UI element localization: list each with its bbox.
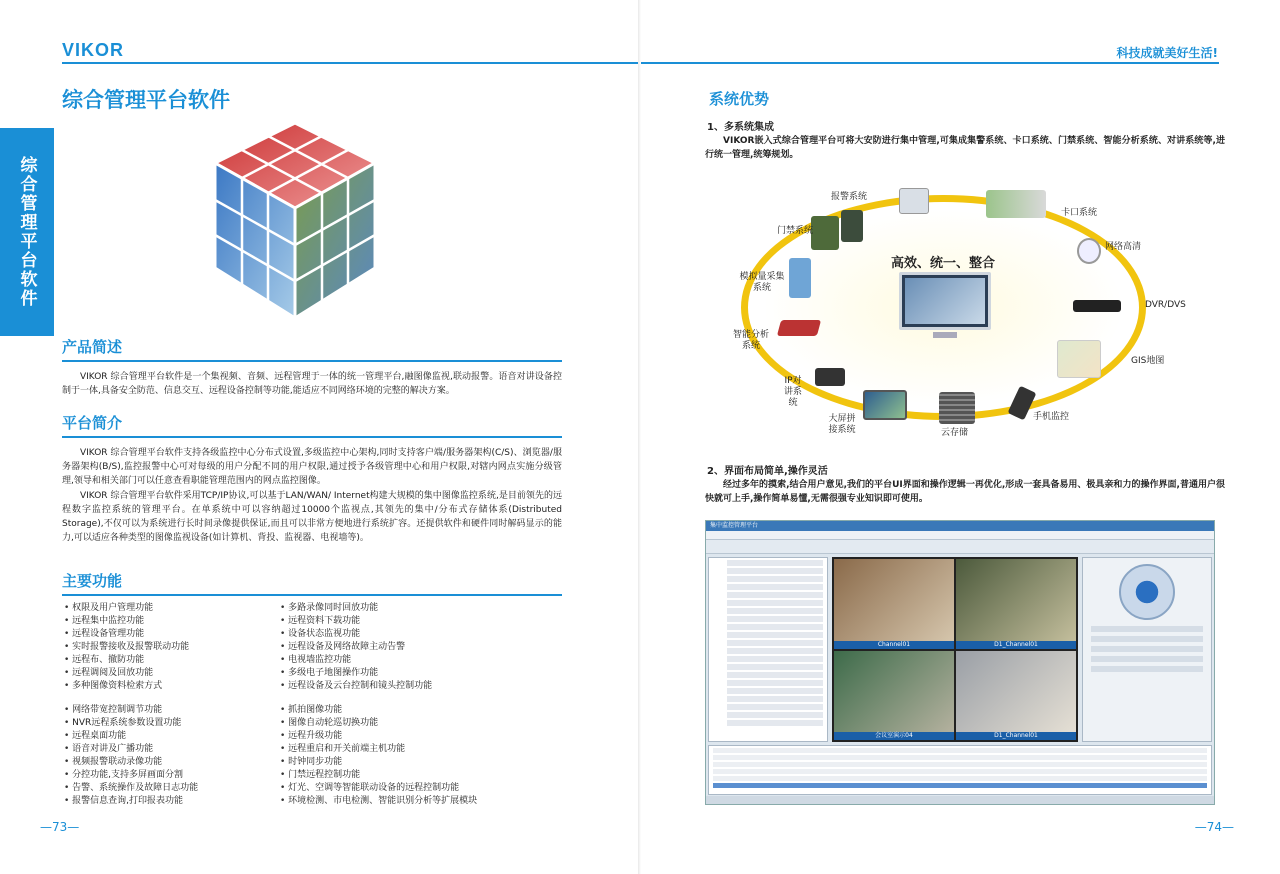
feature-item: • 远程桌面功能 (64, 730, 274, 743)
features-list-2a (280, 602, 570, 693)
overview-paragraph: VIKOR 综合管理平台软件是一个集视频、音频、远程管理于一体的统一管理平台,融图像监视,联动报警。语音对讲设备控制于一体,具备安全防范、信息交互、远程设备控制等功能,能适应不同网络环境的完整的解决方案。 (62, 372, 562, 396)
feature-item: • 告警、系统操作及故障日志功能 (64, 782, 274, 795)
brand-logo: VIKOR (62, 40, 125, 60)
feature-item: • 图像自动轮巡切换功能 (280, 717, 570, 730)
camera-view (956, 651, 1076, 741)
sub2-text: 经过多年的摸索,结合用户意见,我们的平台UI界面和操作逻辑一再优化,形成一套具备易用、极具亲和力的操作界面,普通用户很快就可上手,操作简单易懂,无需很强专业知识即可使用。 (705, 480, 1225, 504)
feature-item: • 报警信息查询,打印报表功能 (64, 795, 274, 808)
software-screenshot (705, 520, 1215, 805)
feature-item: • 视频报警联动录像功能 (64, 756, 274, 769)
window-menubar (706, 531, 1214, 540)
camera-view (834, 559, 954, 649)
camera-label: Channel01 (834, 641, 954, 649)
intro-text (62, 446, 562, 546)
sub1-text: VIKOR嵌入式综合管理平台可将大安防进行集中管理,可集成集警系统、卡口系统、门禁系统、智能分析系统、对讲系统等,进行统一管理,统筹规划。 (705, 136, 1225, 160)
feature-item: • 多种图像资料检索方式 (64, 680, 274, 693)
feature-item: • 灯光、空调等智能联动设备的远程控制功能 (280, 782, 570, 795)
section-intro-heading: 平台简介 (62, 412, 562, 438)
camera-view (956, 559, 1076, 649)
feature-item: • 时钟同步功能 (280, 756, 570, 769)
feature-item: • 远程资料下载功能 (280, 615, 570, 628)
feature-item: • 远程升级功能 (280, 730, 570, 743)
access-control-icon (811, 216, 839, 250)
gis-map-icon (1057, 340, 1101, 378)
node-label: 大屏拼接系统 (828, 414, 856, 435)
feature-item: • 远程集中监控功能 (64, 615, 274, 628)
alarm-box-icon (899, 188, 929, 214)
window-toolbar (706, 540, 1214, 554)
feature-item: • 远程设备及网络故障主动告警 (280, 641, 570, 654)
features-list-1a (64, 602, 274, 693)
checkpoint-road-icon (986, 190, 1046, 218)
node-label: 模拟量采集系统 (739, 272, 785, 293)
section-features-heading: 主要功能 (62, 570, 562, 596)
slogan: 科技成就美好生活! (1116, 46, 1218, 60)
ptz-control-icon (1119, 564, 1175, 620)
feature-item: • 电视墙监控功能 (280, 654, 570, 667)
node-label: DVR/DVS (1145, 300, 1186, 310)
feature-item: • 抓拍图像功能 (280, 704, 570, 717)
feature-item: • 远程设备管理功能 (64, 628, 274, 641)
feature-item: • 远程设备及云台控制和镜头控制功能 (280, 680, 570, 693)
storage-icon (939, 392, 975, 424)
section-advantages-heading: 系统优势 (709, 90, 770, 108)
intro-paragraph-1: VIKOR 综合管理平台软件支持各级监控中心分布式设置,多级监控中心架构,同时支持客户端/服务器架构(C/S)、浏览器/服务器架构(B/S),监控报警中心可对每级的用户分配不同的用户权限,通过授予各级管理中心和用户权限,对辖内网点实施分级管理,领导和相关部门可以任意查看职能管理范围内的网点监控图像。 (62, 448, 562, 486)
monitor-stand-icon (933, 332, 957, 338)
sub1-title: 1、多系统集成 (707, 122, 774, 133)
device-tree (708, 557, 828, 742)
camera-label: D1_Channel01 (956, 732, 1076, 740)
dvr-icon (1073, 300, 1121, 312)
feature-item: • 分控功能,支持多屏画面分割 (64, 769, 274, 782)
right-page (641, 0, 1280, 874)
camera-label: 会议室演示04 (834, 732, 954, 740)
feature-item: • 多路录像同时回放功能 (280, 602, 570, 615)
header-rule (641, 62, 1219, 64)
intercom-icon (815, 368, 845, 386)
intro-paragraph-2: VIKOR 综合管理平台软件采用TCP/IP协议,可以基于LAN/WAN/ Internet构建大规模的集中图像监控系统,是目前领先的远程数字监控系统的管理平台。在单系统中可以容纳超过10000个监视点,其领先的集中/分布式存储体系(Distributed Storage),不仅可以为系统进行长时间录像提供保证,而且可以非常方便地进行系统扩容。还提供软件和硬件同时解码显示的能力,可以适应各种类型的图像监视设备(如计算机、背投、监视器、电视墙等)。 (62, 491, 562, 543)
feature-item: • NVR远程系统参数设置功能 (64, 717, 274, 730)
videowall-icon (863, 390, 907, 420)
feature-item: • 环境检测、市电检测、智能识别分析等扩展模块 (280, 795, 570, 808)
alarm-panel-icon (841, 210, 863, 242)
feature-item: • 网络带宽控制调节功能 (64, 704, 274, 717)
ptz-panel (1082, 557, 1212, 742)
io-module-icon (789, 258, 811, 298)
node-label: 报警系统 (831, 192, 868, 202)
camera-label: D1_Channel01 (956, 641, 1076, 649)
feature-item: • 门禁远程控制功能 (280, 769, 570, 782)
feature-item: • 设备状态监视功能 (280, 628, 570, 641)
cube-image (205, 118, 385, 328)
page-number-left: —73— (40, 820, 80, 834)
feature-item: • 权限及用户管理功能 (64, 602, 274, 615)
header-rule (62, 62, 640, 64)
page-title: 综合管理平台软件 (62, 88, 230, 112)
status-bar (706, 796, 1214, 804)
side-tab: 综合管理平台软件 (0, 128, 54, 336)
analysis-box-icon (777, 320, 821, 336)
feature-item: • 远程调阅及回放功能 (64, 667, 274, 680)
node-label: IP对讲系统 (783, 376, 802, 408)
event-log (708, 745, 1212, 795)
features-list-1b (64, 704, 274, 808)
node-label: 卡口系统 (1061, 208, 1098, 218)
sub2-title: 2、界面布局简单,操作灵活 (707, 466, 828, 477)
dome-camera-icon (1077, 238, 1101, 264)
feature-item: • 多级电子地图操作功能 (280, 667, 570, 680)
camera-view (834, 651, 954, 741)
page-number-right: —74— (1194, 820, 1234, 834)
node-label: 门禁系统 (777, 226, 814, 236)
feature-item: • 远程重启和开关前端主机功能 (280, 743, 570, 756)
node-label: 手机监控 (1033, 412, 1070, 422)
feature-item: • 远程布、撤防功能 (64, 654, 274, 667)
diagram-center-label: 高效、统一、整合 (891, 256, 996, 271)
node-label: GIS地图 (1131, 356, 1165, 366)
feature-item: • 语音对讲及广播功能 (64, 743, 274, 756)
overview-text (62, 370, 562, 399)
node-label: 网络高清 (1105, 242, 1142, 252)
monitor-icon (899, 272, 991, 330)
section-overview-heading: 产品简述 (62, 336, 562, 362)
feature-item: • 实时报警接收及报警联动功能 (64, 641, 274, 654)
node-label: 智能分析系统 (732, 330, 769, 351)
window-titlebar: 集中监控管理平台 (706, 521, 1214, 531)
node-label: 云存储 (941, 428, 969, 438)
features-list-2b (280, 704, 570, 808)
camera-grid (832, 557, 1078, 742)
